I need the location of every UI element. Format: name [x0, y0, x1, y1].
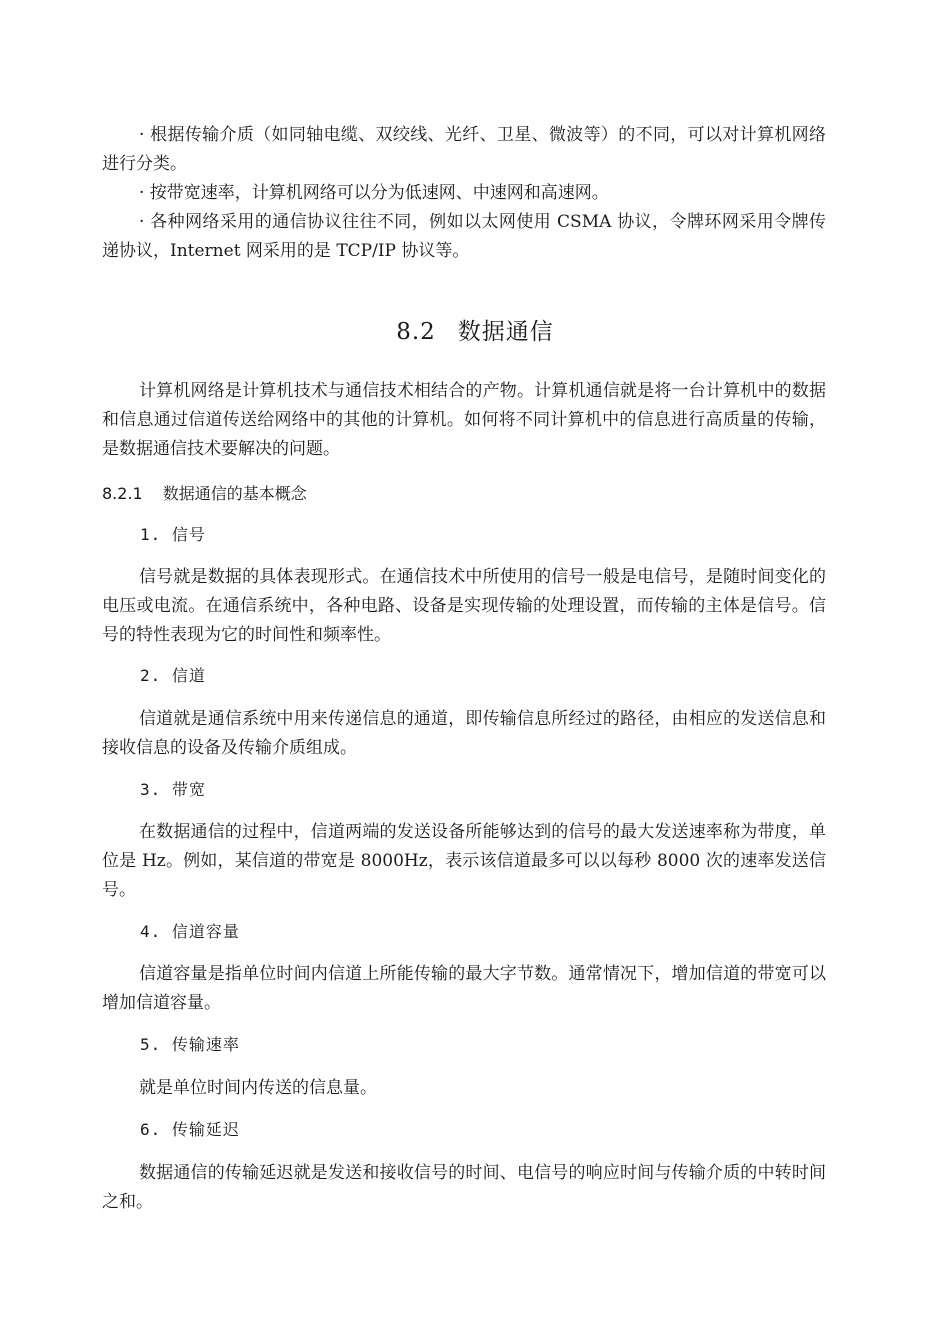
- subsection-number: 8.2.1: [102, 484, 143, 503]
- bullet-item: · 根据传输介质（如同轴电缆、双绞线、光纤、卫星、微波等）的不同，可以对计算机网络进行分类。: [102, 125, 826, 174]
- item-body-bandwidth: 在数据通信的过程中，信道两端的发送设备所能够达到的信号的最大发送速率称为带度，单位是 Hz。例如，某信道的带宽是 8000Hz，表示该信道最多可以以每秒 8000 次的速率发送信号。: [102, 822, 826, 900]
- item-heading-transmission-rate: 5. 传输速率: [140, 1035, 240, 1054]
- item-body-signal: 信号就是数据的具体表现形式。在通信技术中所使用的信号一般是电信号，是随时间变化的电压或电流。在通信系统中，各种电路、设备是实现传输的处理设置，而传输的主体是信号。信号的特性表现为它的时间性和频率性。: [102, 567, 826, 645]
- item-heading-bandwidth: 3. 带宽: [140, 780, 206, 799]
- item-heading-signal: 1. 信号: [140, 525, 206, 544]
- subsection-title: 数据通信的基本概念: [162, 484, 307, 503]
- section-number: 8.2: [396, 319, 436, 345]
- item-heading-channel-capacity: 4. 信道容量: [140, 922, 240, 941]
- bullet-item: · 各种网络采用的通信协议往往不同，例如以太网使用 CSMA 协议，令牌环网采用令牌传递协议，Internet 网采用的是 TCP/IP 协议等。: [102, 212, 826, 261]
- section-intro-paragraph: 计算机网络是计算机技术与通信技术相结合的产物。计算机通信就是将一台计算机中的数据和信息通过信道传送给网络中的其他的计算机。如何将不同计算机中的信息进行高质量的传输，是数据通信技术要解决的问题。: [102, 381, 826, 459]
- bullet-item: · 按带宽速率，计算机网络可以分为低速网、中速网和高速网。: [139, 183, 609, 203]
- item-body-transmission-rate: 就是单位时间内传送的信息量。: [139, 1078, 377, 1098]
- subsection-heading: [102, 481, 307, 507]
- item-heading-transmission-delay: 6. 传输延迟: [140, 1120, 240, 1139]
- section-title: 数据通信: [457, 319, 554, 345]
- item-heading-channel: 2. 信道: [140, 666, 206, 685]
- bullet-list: [102, 121, 826, 266]
- item-body-channel: 信道就是通信系统中用来传递信息的通道，即传输信息所经过的路径，由相应的发送信息和接收信息的设备及传输介质组成。: [102, 709, 826, 758]
- item-body-transmission-delay: 数据通信的传输延迟就是发送和接收信号的时间、电信号的响应时间与传输介质的中转时间之和。: [102, 1163, 826, 1212]
- item-body-channel-capacity: 信道容量是指单位时间内信道上所能传输的最大字节数。通常情况下，增加信道的带宽可以增加信道容量。: [102, 964, 826, 1013]
- section-heading: [0, 315, 950, 349]
